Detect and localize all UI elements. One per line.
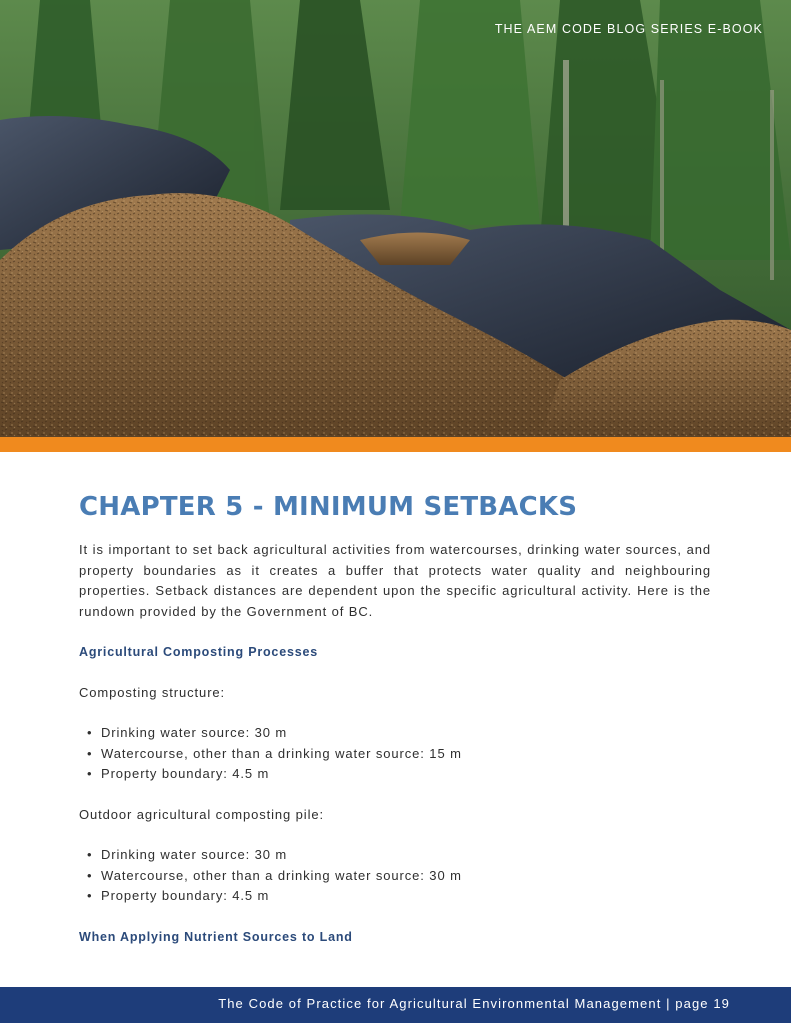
chapter-title: CHAPTER 5 - MINIMUM SETBACKS: [79, 492, 578, 522]
list-item: • Drinking water source: 30 m: [101, 723, 711, 744]
composting-pile-list: [79, 845, 711, 907]
list-item: • Property boundary: 4.5 m: [101, 764, 711, 785]
main-content: [79, 492, 711, 967]
composting-heading: Agricultural Composting Processes: [79, 645, 318, 659]
list-item: • Watercourse, other than a drinking water source: 30 m: [101, 866, 711, 887]
hero-image: [0, 0, 791, 437]
list-item: • Drinking water source: 30 m: [101, 845, 711, 866]
nutrients-heading: When Applying Nutrient Sources to Land: [79, 929, 353, 944]
list-item: • Watercourse, other than a drinking water source: 15 m: [101, 744, 711, 765]
composting-structure-list: [79, 723, 711, 785]
intro-paragraph: It is important to set back agricultural activities from watercourses, drinking water sources, and property boundaries as it creates a buffer that protects water quality and neighbouring properties. Setback distances are dependent upon the specific agricultural activity. Here is the rundown provided by the Government of BC.: [79, 542, 711, 619]
compost-photo-illustration: [0, 0, 791, 437]
composting-pile-label: Outdoor agricultural composting pile:: [79, 806, 325, 822]
footer-text: The Code of Practice for Agricultural Environmental Management | page 19: [218, 996, 730, 1011]
page-footer: [0, 987, 791, 1023]
composting-structure-label: Composting structure:: [79, 684, 226, 700]
accent-divider: [0, 437, 791, 452]
series-title: THE AEM CODE BLOG SERIES E-BOOK: [494, 22, 763, 36]
list-item: • Property boundary: 4.5 m: [101, 886, 711, 907]
